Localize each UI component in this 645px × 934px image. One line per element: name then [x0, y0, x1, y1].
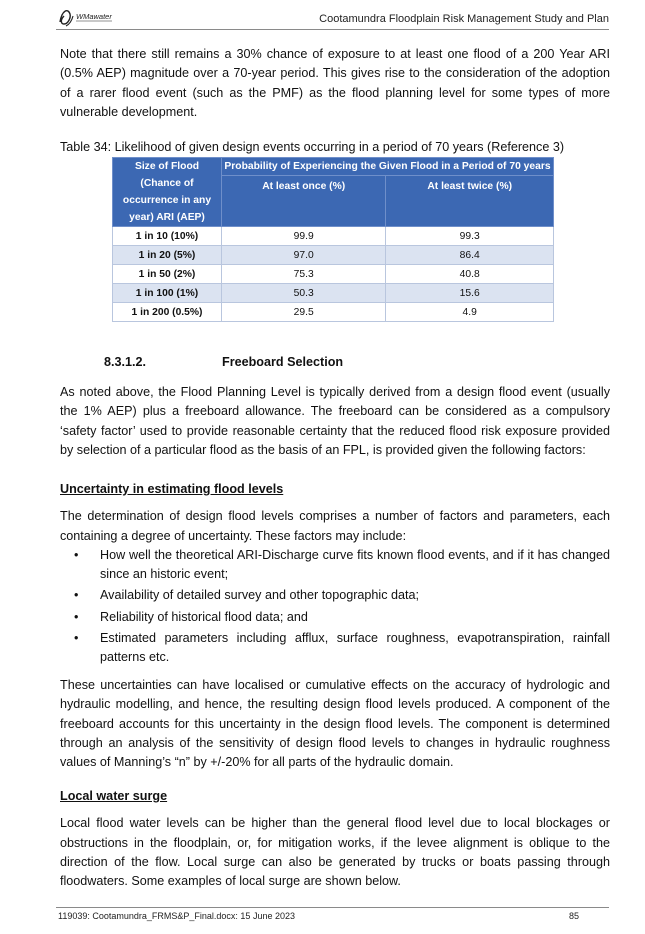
row-twice-value: 99.3: [386, 227, 554, 246]
section-title: Freeboard Selection: [222, 355, 344, 369]
list-item: [60, 586, 610, 605]
list-item-text: Reliability of historical flood data; and: [100, 609, 308, 624]
bullet-icon: •: [74, 588, 79, 603]
bullet-icon: •: [74, 631, 79, 646]
wmawater-logo-icon: [56, 4, 120, 28]
uncertainty-intro: The determination of design flood levels comprises a number of factors and parameters, each containing a degree of uncertainty. These factors may include:: [60, 509, 610, 543]
intro-block: [60, 45, 610, 122]
uncertainty-closing-block: [60, 676, 610, 772]
table-row: [113, 246, 554, 265]
list-item: [60, 629, 610, 668]
uncertainty-block: [60, 480, 610, 668]
table-row: [113, 284, 554, 303]
row-flood-size: 1 in 100 (1%): [113, 284, 222, 303]
page-number: 85: [568, 911, 579, 921]
table-row: [113, 265, 554, 284]
row-flood-size: 1 in 200 (0.5%): [113, 303, 222, 322]
section-number: 8.3.1.2.: [104, 355, 147, 369]
footer-document-ref: 119039: Cootamundra_FRMS&P_Final.docx: 15 June 2023: [58, 911, 295, 921]
list-item: [60, 546, 610, 585]
list-item-text: Estimated parameters including afflux, surface roughness, evapotranspiration, rainfall patterns etc.: [100, 631, 610, 665]
list-item-text: Availability of detailed survey and other topographic data;: [100, 588, 420, 603]
row-once-value: 99.9: [222, 227, 386, 246]
list-item: [60, 608, 610, 627]
page-header: [0, 0, 645, 32]
surge-paragraph: Local flood water levels can be higher than the general flood level due to local blockages or obstructions in the floodplain, or, for mitigation works, if the levee alignment is oblique to the direction of the flow. Local surge can also be generated by trucks or boats passing through floodwaters. Some examples of local surge are shown below.: [60, 816, 610, 889]
list-item-text: How well the theoretical ARI-Discharge curve fits known flood events, and if it has changed since an historic event;: [100, 547, 610, 582]
row-flood-size: 1 in 10 (10%): [113, 227, 222, 246]
intro-paragraph: Note that there still remains a 30% chance of exposure to at least one flood of a 200 Year ARI (0.5% AEP) magnitude over a 70-year period. This gives rise to the consideration of the adoption of a rarer flood event (such as the PMF) as the flood planning level for some types of more vulnerable development.: [60, 47, 610, 119]
table-header-twice: At least twice (%): [386, 176, 554, 227]
footer-divider: [56, 907, 609, 908]
row-flood-size: 1 in 20 (5%): [113, 246, 222, 265]
surge-heading: Local water surge: [60, 789, 168, 803]
logo-wordmark: WMawater: [76, 12, 112, 21]
row-twice-value: 15.6: [386, 284, 554, 303]
row-twice-value: 86.4: [386, 246, 554, 265]
section-heading: [104, 355, 343, 369]
table-header-flood-size: Size of Flood (Chance of occurrence in any year) ARI (AEP): [113, 158, 222, 227]
bullet-icon: •: [74, 609, 79, 624]
row-flood-size: 1 in 50 (2%): [113, 265, 222, 284]
table-header-probability: Probability of Experiencing the Given Flood in a Period of 70 years: [222, 158, 554, 176]
uncertainty-heading: Uncertainty in estimating flood levels: [60, 482, 284, 496]
table-row: [113, 303, 554, 322]
table-caption: Table 34: Likelihood of given design events occurring in a period of 70 years (Reference 3): [60, 140, 565, 154]
bullet-icon: •: [74, 547, 79, 562]
row-once-value: 75.3: [222, 265, 386, 284]
row-once-value: 97.0: [222, 246, 386, 265]
header-divider: [56, 29, 609, 30]
table-row: [113, 227, 554, 246]
table-header-once: At least once (%): [222, 176, 386, 227]
freeboard-paragraph: As noted above, the Flood Planning Level is typically derived from a design flood event (usually the 1% AEP) plus a freeboard allowance. The freeboard can be considered as a compulsory ‘safety factor’ used to provide reasonable certainty that the reduced flood risk exposure provided by selection of a particular flood as the basis of an FPL, is provided given the following factors:: [60, 385, 610, 457]
freeboard-block: [60, 383, 610, 460]
row-twice-value: 4.9: [386, 303, 554, 322]
likelihood-table: [112, 157, 554, 322]
row-once-value: 29.5: [222, 303, 386, 322]
header-title: Cootamundra Floodplain Risk Management Study and Plan: [319, 13, 609, 25]
uncertainty-bullet-list: [60, 546, 610, 668]
surge-block: [60, 787, 610, 891]
row-once-value: 50.3: [222, 284, 386, 303]
row-twice-value: 40.8: [386, 265, 554, 284]
uncertainty-closing: These uncertainties can have localised or cumulative effects on the accuracy of hydrologic and hydraulic modelling, and hence, the resulting design flood levels produced. A component of the freeboard accounts for this uncertainty in the design flood levels. The component is determined through an analysis of the sensitivity of design flood levels to changes in hydraulic roughness values of Manning’s “n” by +/-20% for all parts of the hydraulic domain.: [60, 678, 610, 770]
